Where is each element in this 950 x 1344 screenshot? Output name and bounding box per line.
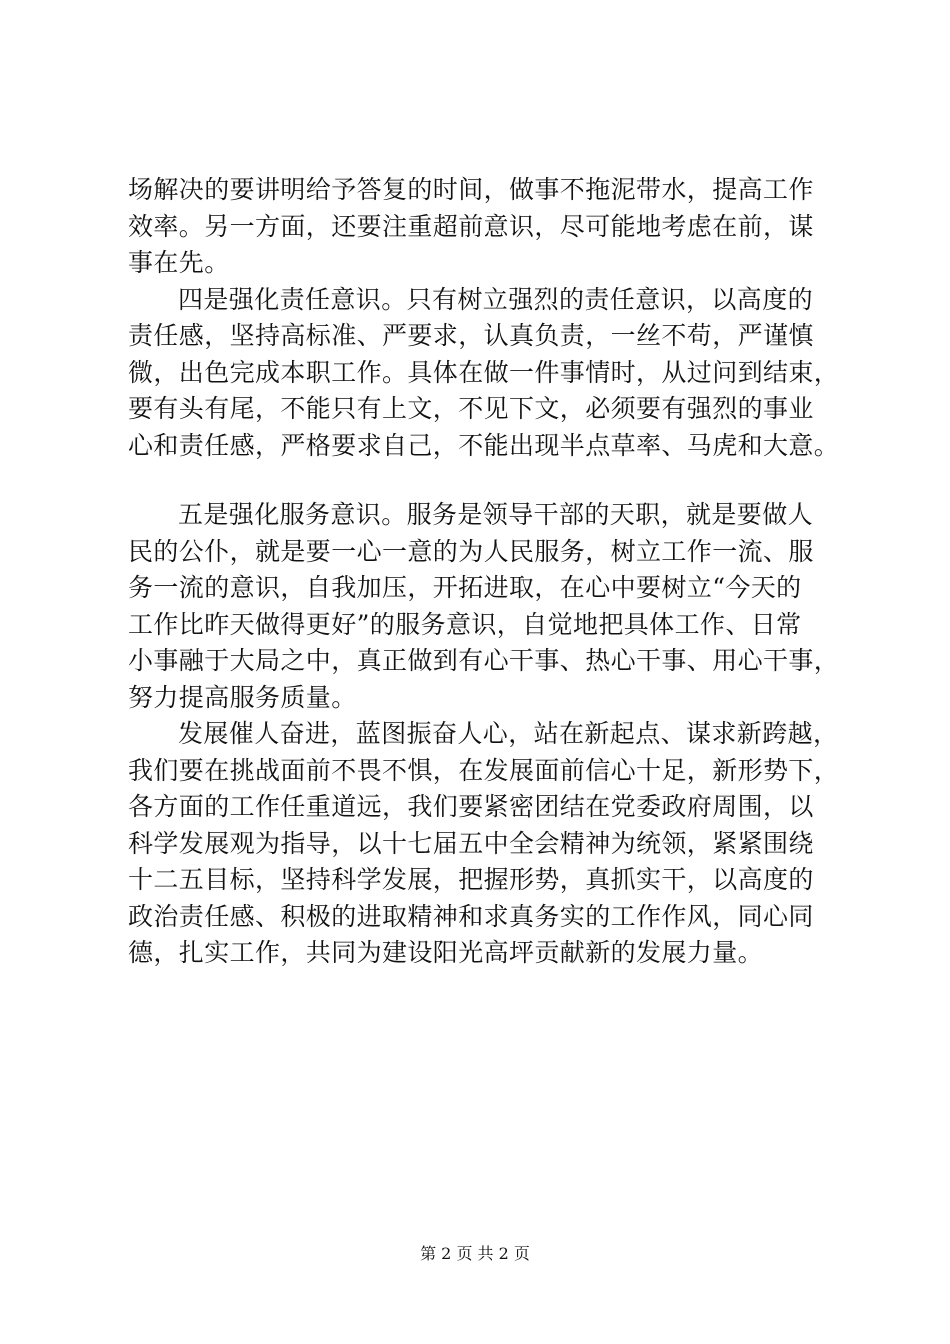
paragraph-start-line: 四是强化责任意识。只有树立强烈的责任意识，以高度的	[178, 284, 814, 314]
paragraph-start-line: 五是强化服务意识。服务是领导干部的天职，就是要做人	[178, 500, 814, 529]
text-line: 民的公仆，就是要一心一意的为人民服务，树立工作一流、服	[128, 536, 814, 566]
document-body	[128, 172, 888, 972]
text-line: 心和责任感，严格要求自己，不能出现半点草率、马虎和大意。	[128, 430, 840, 460]
text-line: 德，扎实工作，共同为建设阳光高坪贡献新的发展力量。	[128, 938, 764, 967]
text-line: 务一流的意识，自我加压，开拓进取，在心中要树立“今天的	[128, 573, 802, 602]
text-line: 科学发展观为指导，以十七届五中全会精神为统领，紧紧围绕	[128, 828, 814, 858]
text-line: 小事融于大局之中，真正做到有心干事、热心干事、用心干事，	[128, 646, 840, 675]
text-line: 要有头有尾，不能只有上文，不见下文，必须要有强烈的事业	[128, 394, 814, 423]
text-line: 效率。另一方面，还要注重超前意识，尽可能地考虑在前，谋	[128, 211, 814, 241]
text-line: 工作比昨天做得更好”的服务意识，自觉地把具体工作、日常	[128, 609, 802, 639]
text-line: 我们要在挑战面前不畏不惧，在发展面前信心十足，新形势下，	[128, 755, 840, 785]
text-line: 场解决的要讲明给予答复的时间，做事不拖泥带水，提高工作	[128, 175, 814, 204]
paragraph-gap	[128, 464, 888, 497]
text-line: 事在先。	[128, 248, 230, 277]
text-line: 各方面的工作任重道远，我们要紧密团结在党委政府周围，以	[128, 792, 814, 821]
text-line: 十二五目标，坚持科学发展，把握形势，真抓实干，以高度的	[128, 865, 814, 894]
text-line: 微，出色完成本职工作。具体在做一件事情时，从过问到结束，	[128, 357, 840, 387]
text-line: 责任感，坚持高标准、严要求，认真负责，一丝不苟，严谨慎	[128, 321, 814, 350]
page-number-footer: 第 2 页 共 2 页	[420, 1244, 530, 1263]
text-line: 政治责任感、积极的进取精神和求真务实的工作作风，同心同	[128, 901, 814, 931]
text-line: 努力提高服务质量。	[128, 682, 357, 712]
paragraph-start-line: 发展催人奋进，蓝图振奋人心，站在新起点、谋求新跨越，	[178, 719, 839, 748]
